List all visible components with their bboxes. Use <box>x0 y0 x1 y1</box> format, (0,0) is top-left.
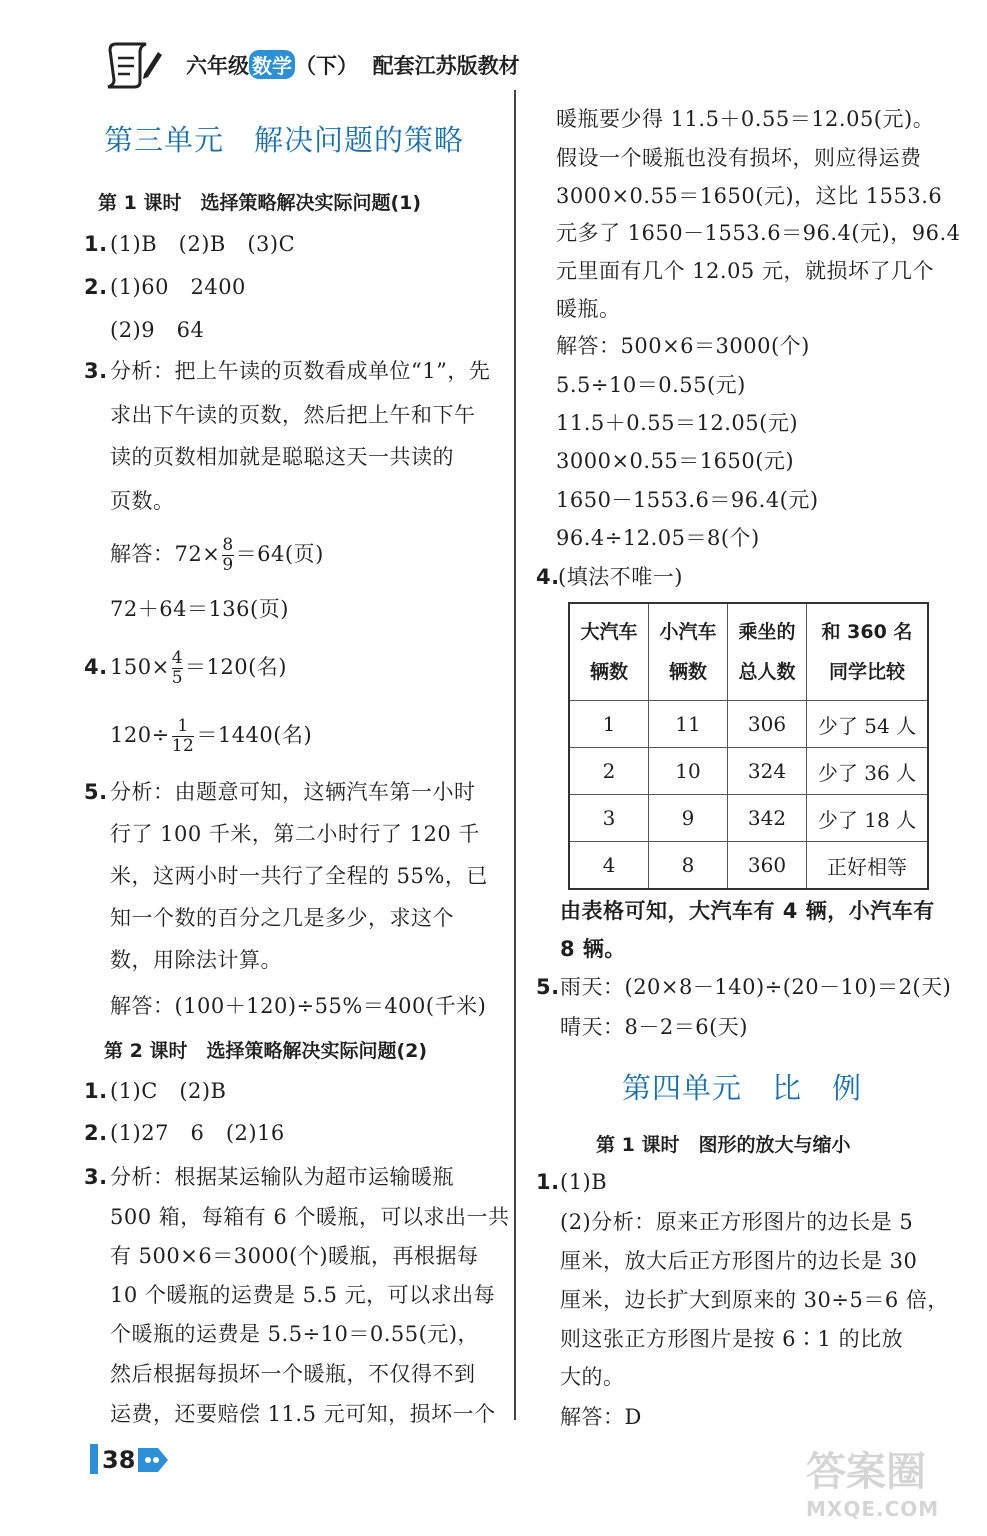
table-cell: 342 <box>728 795 807 842</box>
q-number: 5. <box>84 780 108 804</box>
analysis-line: 则这张正方形图片是按 6∶1 的比放 <box>560 1327 904 1351</box>
answer-line: 解答：(100＋120)÷55%＝400(千米) <box>110 994 487 1018</box>
analysis-line: 厘米，边长扩大到原来的 30÷5＝6 倍， <box>560 1288 949 1312</box>
analysis-line: 暖瓶。 <box>556 297 621 321</box>
watermark-url: MXQE.COM <box>806 1497 940 1521</box>
lesson2-title: 第 2 课时 选择策略解决实际问题(2) <box>104 1040 428 1062</box>
table-header-cell <box>649 603 728 701</box>
conclusion-line: 8 辆。 <box>560 937 626 961</box>
analysis-line: 大的。 <box>560 1365 625 1389</box>
u4-lesson1-title: 第 1 课时 图形的放大与缩小 <box>596 1134 851 1156</box>
analysis-line: (2)分析：原来正方形图片的边长是 5 <box>560 1210 914 1234</box>
column-divider <box>514 90 516 1420</box>
header-subject: 数学 <box>249 50 295 79</box>
answer-line <box>110 648 287 688</box>
table-cell: 360 <box>728 842 807 890</box>
lesson1-title: 第 1 课时 选择策略解决实际问题(1) <box>98 192 422 214</box>
answer-line <box>110 716 312 756</box>
fraction <box>172 717 195 756</box>
table-cell: 324 <box>728 748 807 795</box>
answer-line: 5.5÷10＝0.55(元) <box>556 373 746 397</box>
header-grade: 六年级 <box>186 54 249 78</box>
fraction <box>172 649 183 688</box>
answer-line: 解答：D <box>560 1405 642 1429</box>
table-cell: 10 <box>649 748 728 795</box>
table-cell: 11 <box>649 701 728 748</box>
answer-line: 晴天：8－2＝6(天) <box>560 1015 748 1039</box>
analysis-line: 元里面有几个 12.05 元，就损坏了几个 <box>556 259 934 283</box>
answer-table <box>568 602 929 890</box>
fraction-denominator: 5 <box>171 668 184 688</box>
answer-text: 解答：72× <box>110 542 221 566</box>
analysis-line: 运费，还要赔偿 11.5 元可知，损坏一个 <box>110 1402 496 1426</box>
header-term: （下） <box>295 54 358 78</box>
fraction-numerator: 4 <box>171 648 184 668</box>
answer-line <box>110 535 324 575</box>
table-cell: 少了 36 人 <box>807 748 929 795</box>
q-number: 2. <box>84 1121 108 1145</box>
table-header-cell <box>807 603 929 701</box>
analysis-line: 求出下午读的页数，然后把上午和下午 <box>110 403 476 427</box>
analysis-line: 10 个暖瓶的运费是 5.5 元，可以求出每 <box>110 1283 496 1307</box>
analysis-line: 假设一个暖瓶也没有损坏，则应得运费 <box>556 146 922 170</box>
analysis-line: 知一个数的百分之几是多少，求这个 <box>110 906 454 930</box>
table-row <box>569 842 928 890</box>
answer-line: (1)B <box>560 1170 608 1194</box>
table-cell: 正好相等 <box>807 842 929 890</box>
watermark <box>806 1440 976 1530</box>
table-cell: 4 <box>569 842 649 890</box>
analysis-line: 分析：把上午读的页数看成单位“1”，先 <box>110 359 491 383</box>
header-logo-icon <box>96 40 166 90</box>
unit4-title: 第四单元 比 例 <box>622 1071 863 1105</box>
table-row <box>569 748 928 795</box>
q-number: 4. <box>536 565 560 589</box>
analysis-line: 个暖瓶的运费是 5.5÷10＝0.55(元)， <box>110 1322 480 1346</box>
answer-line: 解答：500×6＝3000(个) <box>556 334 810 358</box>
fraction-denominator: 12 <box>171 736 195 756</box>
analysis-line: 页数。 <box>110 489 175 513</box>
analysis-line: 分析：由题意可知，这辆汽车第一小时 <box>110 780 476 804</box>
answer-line: (1)27 6 (2)16 <box>110 1121 285 1145</box>
answer-text: ＝1440(名) <box>196 723 313 747</box>
table-header-cell <box>569 603 649 701</box>
q-number: 1. <box>84 1079 108 1103</box>
q-number: 3. <box>84 1165 108 1189</box>
analysis-line: 数，用除法计算。 <box>110 948 282 972</box>
header-title <box>186 50 520 80</box>
q-number: 1. <box>536 1170 560 1194</box>
answer-note: (填法不唯一) <box>558 565 683 589</box>
table-row <box>569 701 928 748</box>
analysis-line: 分析：根据某运输队为超市运输暖瓶 <box>110 1165 454 1189</box>
answer-line: 72＋64＝136(页) <box>110 597 289 621</box>
analysis-line: 读的页数相加就是聪聪这天一共读的 <box>110 445 454 469</box>
fraction <box>222 536 233 575</box>
answer-text: 150× <box>110 655 170 679</box>
header-text: 和 360 名 <box>821 621 913 643</box>
answer-line: (1)60 2400 <box>110 275 246 299</box>
header-text: 大汽车 <box>580 621 638 643</box>
analysis-line: 厘米，放大后正方形图片的边长是 30 <box>560 1249 918 1273</box>
table-cell: 9 <box>649 795 728 842</box>
q-number: 1. <box>84 232 108 256</box>
analysis-line: 3000×0.55＝1650(元)，这比 1553.6 <box>556 184 943 208</box>
answer-text: ＝120(名) <box>185 655 287 679</box>
answer-line: (1)C (2)B <box>110 1079 227 1103</box>
answer-text: ＝64(页) <box>235 542 324 566</box>
header-text: 同学比较 <box>828 661 905 683</box>
table-cell: 2 <box>569 748 649 795</box>
fraction-denominator: 9 <box>222 555 234 575</box>
unit3-title: 第三单元 解决问题的策略 <box>104 123 465 157</box>
analysis-line: 元多了 1650－1553.6＝96.4(元)，96.4 <box>556 221 961 245</box>
table-cell: 少了 54 人 <box>807 701 929 748</box>
page-arrow-icon <box>136 1446 170 1478</box>
q-number: 4. <box>84 655 108 679</box>
header-text: 乘坐的 <box>738 621 796 643</box>
table-cell: 8 <box>649 842 728 890</box>
header-text: 小汽车 <box>659 621 717 643</box>
q-number: 2. <box>84 275 108 299</box>
page-marker-icon <box>90 1444 98 1474</box>
answer-line: (1)B (2)B (3)C <box>110 232 296 256</box>
page-number: 38 <box>102 1446 136 1474</box>
analysis-line: 米，这两小时一共行了全程的 55%，已 <box>110 864 488 888</box>
analysis-line: 有 500×6＝3000(个)暖瓶，再根据每 <box>110 1244 479 1268</box>
fraction-numerator: 8 <box>222 535 234 555</box>
answer-text: 120÷ <box>110 723 170 747</box>
analysis-line: 500 箱，每箱有 6 个暖瓶，可以求出一共 <box>110 1205 510 1229</box>
answer-line: 1650－1553.6＝96.4(元) <box>556 488 819 512</box>
analysis-line: 暖瓶要少得 11.5＋0.55＝12.05(元)。 <box>556 107 935 131</box>
watermark-text: 答案圈 <box>806 1449 926 1495</box>
conclusion-line: 由表格可知，大汽车有 4 辆，小汽车有 <box>560 899 935 923</box>
header-text: 辆数 <box>589 661 628 683</box>
header-text: 辆数 <box>668 661 707 683</box>
table-cell: 1 <box>569 701 649 748</box>
answer-line: 3000×0.55＝1650(元) <box>556 449 795 473</box>
q-number: 5. <box>536 975 560 999</box>
table-row <box>569 795 928 842</box>
header-text: 总人数 <box>738 661 796 683</box>
answer-line: 11.5＋0.55＝12.05(元) <box>556 411 799 435</box>
table-cell: 306 <box>728 701 807 748</box>
analysis-line: 然后根据每损坏一个暖瓶，不仅得不到 <box>110 1362 476 1386</box>
answer-line: (2)9 64 <box>110 318 205 342</box>
table-header-cell <box>728 603 807 701</box>
answer-line: 雨天：(20×8－140)÷(20－10)＝2(天) <box>560 975 952 999</box>
answer-line: 96.4÷12.05＝8(个) <box>556 526 760 550</box>
q-number: 3. <box>84 359 108 383</box>
table-cell: 少了 18 人 <box>807 795 929 842</box>
analysis-line: 行了 100 千米，第二小时行了 120 千 <box>110 822 480 846</box>
table-header-row <box>569 603 928 701</box>
fraction-numerator: 1 <box>177 716 189 736</box>
header-edition: 配套江苏版教材 <box>372 54 520 78</box>
table-cell: 3 <box>569 795 649 842</box>
